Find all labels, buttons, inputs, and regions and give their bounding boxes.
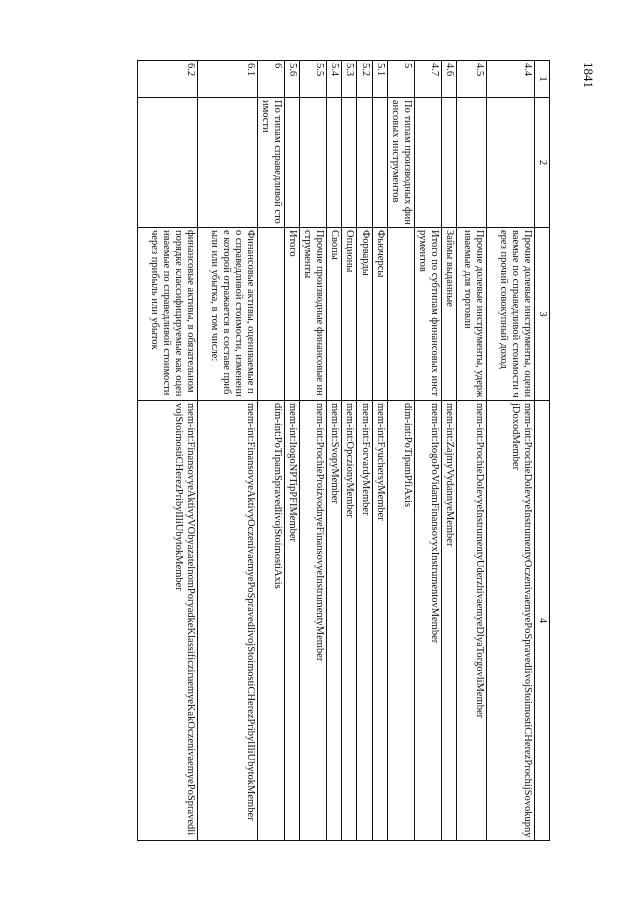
row-group-cell xyxy=(372,98,387,228)
row-description-cell: Свопы xyxy=(327,228,342,401)
row-number-cell: 6 xyxy=(258,61,285,98)
row-group-cell xyxy=(327,98,342,228)
table-row xyxy=(357,61,372,841)
row-description-cell xyxy=(387,228,414,401)
table-row xyxy=(372,61,387,841)
table-row xyxy=(258,61,285,841)
row-group-cell xyxy=(456,98,486,228)
row-number-cell: 5.1 xyxy=(372,61,387,98)
row-group-cell xyxy=(138,98,198,228)
row-code-cell: mem-int:ForvardyMember xyxy=(357,401,372,841)
row-description-cell: Фьючерсы xyxy=(372,228,387,401)
row-description-cell: Прочие долевые инструменты, оцениваемые по справедливой стоимости через прочий совокупный доход xyxy=(486,228,534,401)
table-row xyxy=(300,61,327,841)
row-code-cell: mem-int:ZajmyVydannyeMember xyxy=(441,401,456,841)
table-row xyxy=(486,61,534,841)
row-group-cell: По типам производных финансовых инструментов xyxy=(387,98,414,228)
rotated-table-container xyxy=(118,60,550,840)
row-group-cell xyxy=(441,98,456,228)
page-number: 1841 xyxy=(581,62,596,88)
table-header-row xyxy=(534,61,549,841)
row-group-cell xyxy=(414,98,441,228)
row-description-cell: Опционы xyxy=(342,228,357,401)
row-description-cell: Прочие долевые инструменты, удерживаемые для торговли xyxy=(456,228,486,401)
row-group-cell xyxy=(486,98,534,228)
row-code-cell: mem-int:SvopyMember xyxy=(327,401,342,841)
row-number-cell: 4.6 xyxy=(441,61,456,98)
row-code-cell: mem-int:ProchieDolevyeInstrumentyOczenivaemyePoSpravedlivojStoimostiCHerezProchijSovokupnyjDoxodMember xyxy=(486,401,534,841)
row-number-cell: 6.2 xyxy=(138,61,198,98)
row-number-cell: 5 xyxy=(387,61,414,98)
row-description-cell: Форварды xyxy=(357,228,372,401)
table-row xyxy=(285,61,300,841)
row-number-cell: 4.5 xyxy=(456,61,486,98)
row-description-cell: финансовые активы, в обязательном порядке классифицируемые как оцениваемые по справедливой стоимости через прибыль или убыток xyxy=(138,228,198,401)
row-number-cell: 5.6 xyxy=(285,61,300,98)
row-code-cell: mem-int:OpczionyMember xyxy=(342,401,357,841)
table-row xyxy=(198,61,258,841)
table-row xyxy=(327,61,342,841)
row-group-cell: По типам справедливой стоимости xyxy=(258,98,285,228)
row-number-cell: 5.5 xyxy=(300,61,327,98)
row-number-cell: 4.4 xyxy=(486,61,534,98)
row-code-cell: dim-int:PoTipamSpravedlivojStoimostiAxis xyxy=(258,401,285,841)
table-row xyxy=(441,61,456,841)
row-group-cell xyxy=(300,98,327,228)
row-description-cell: Прочие производные финансовые инструменты xyxy=(300,228,327,401)
row-code-cell: mem-int:ItogoNPTipPFIMember xyxy=(285,401,300,841)
row-group-cell xyxy=(342,98,357,228)
row-group-cell xyxy=(285,98,300,228)
row-group-cell xyxy=(357,98,372,228)
row-number-cell: 6.1 xyxy=(198,61,258,98)
row-number-cell: 4.7 xyxy=(414,61,441,98)
row-code-cell: mem-int:ProchieDolevyeInstrumentyUderzhivaemyeDlyaTorgovliMember xyxy=(456,401,486,841)
row-code-cell: dim-int:PoTipamPfiAxis xyxy=(387,401,414,841)
table-row xyxy=(342,61,357,841)
header-col-4: 4 xyxy=(534,401,549,841)
row-number-cell: 5.2 xyxy=(357,61,372,98)
data-table xyxy=(137,60,550,841)
header-col-1: 1 xyxy=(534,61,549,98)
row-description-cell: Итого по субтипам финансовых инструментов xyxy=(414,228,441,401)
header-col-3: 3 xyxy=(534,228,549,401)
row-description-cell xyxy=(258,228,285,401)
row-number-cell: 5.4 xyxy=(327,61,342,98)
table-row xyxy=(387,61,414,841)
row-number-cell: 5.3 xyxy=(342,61,357,98)
header-col-2: 2 xyxy=(534,98,549,228)
row-description-cell: Финансовые активы, оцениваемые по справедливой стоимости, изменение которой отражается в составе прибыли или убытка, в том числе: xyxy=(198,228,258,401)
row-description-cell: Итого xyxy=(285,228,300,401)
row-code-cell: mem-int:ItogoPoVidamFinansovyxInstrumentovMember xyxy=(414,401,441,841)
row-code-cell: mem-int:ProchieProizvodnyeFinansovyeInstrumentyMember xyxy=(300,401,327,841)
table-row xyxy=(414,61,441,841)
row-group-cell xyxy=(198,98,258,228)
row-description-cell: Займы выданные xyxy=(441,228,456,401)
table-row xyxy=(456,61,486,841)
row-code-cell: mem-int:FyuchersyMember xyxy=(372,401,387,841)
table-row xyxy=(138,61,198,841)
row-code-cell: mem-int:FinansovyeAktivyVObyazatelnomPoryadkeKlassificziruemyeKakOczenivaemyePoSpravedlivojStoimostiCHerezPribylIliUbytokMember xyxy=(138,401,198,841)
row-code-cell: mem-int:FinansovyeAktivyOczenivaemyePoSpravedlivojStoimostiCHerezPribylIliUbytokMember xyxy=(198,401,258,841)
